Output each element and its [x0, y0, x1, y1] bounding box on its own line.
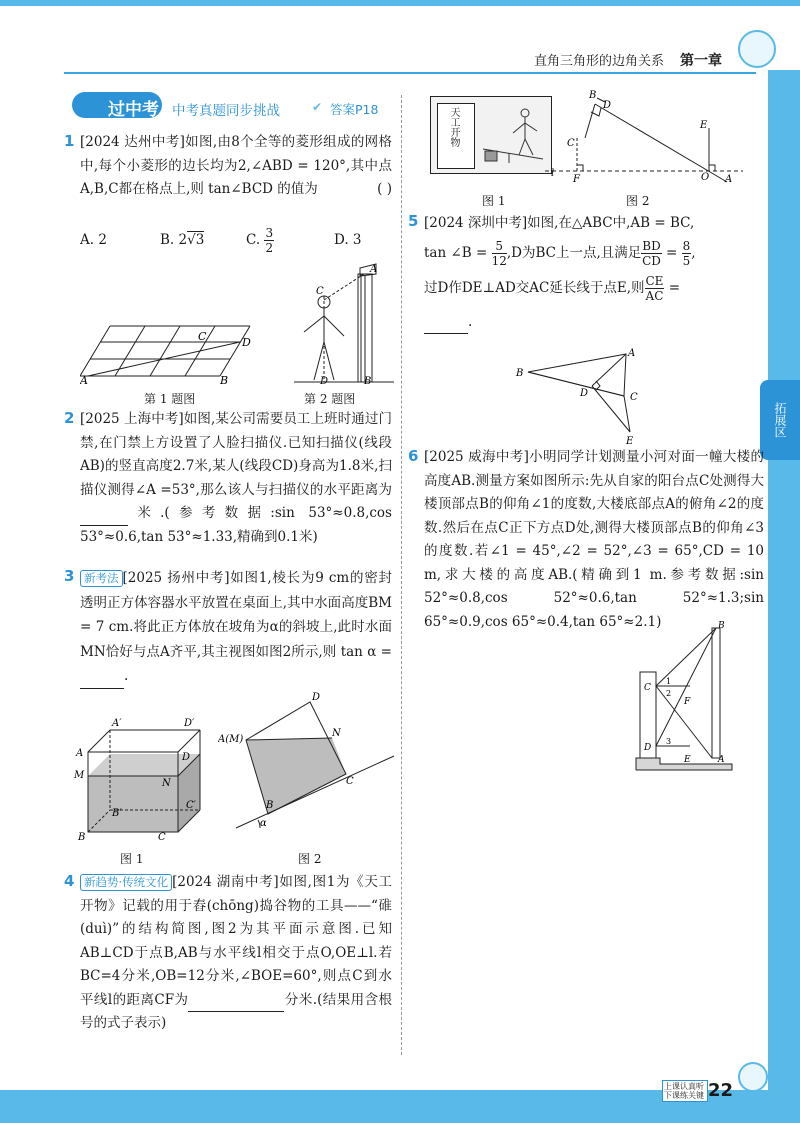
q2-label-c: C [316, 286, 324, 297]
footer-slogan [662, 1080, 708, 1102]
q4-label-b: B [589, 90, 597, 101]
q2-number: 2 [64, 409, 75, 427]
q2-stem: [2025 上海中考]如图,某公司需要员工上班时通过门禁,在门禁上方设置了人脸扫描仪.已知扫描仪(线段AB)的竖直高度2.7米,某人(线段CD)身高为1.8米,扫描仪测得∠A =53°,那么该人与扫描仪的水平距离为 [80, 411, 392, 498]
q3-label-n: N [162, 778, 171, 789]
q4-tail: 分米.(结果用含根号的式子表示) [80, 991, 393, 1031]
q3-fig2-label-c: C [346, 776, 354, 787]
q5-tan-num: 5 [492, 239, 507, 254]
q3-fig2-label-am: A(M) [218, 734, 244, 745]
q5-ratio-den: CD [642, 254, 661, 268]
q1-option-b-coef: B. 2 [160, 232, 188, 248]
q5-ratio-num: BD [642, 239, 661, 253]
q2-text [80, 408, 392, 549]
q3-answer-blank[interactable] [80, 688, 124, 689]
q5-line-3: 过D作DE⊥AD交AC延长线于点E,则 $\frac{CE}{AC}$ = [424, 274, 681, 303]
q6-label-b: B [718, 621, 725, 631]
q2-label-a: A [370, 264, 378, 275]
q1-option-b: B. 2√3 [160, 232, 205, 248]
q1-option-b-radicand: 3 [195, 232, 205, 248]
q3-fig2-label-b: B [266, 800, 274, 811]
q3-number: 3 [64, 567, 75, 585]
q4-tag: 新趋势·传统文化 [80, 874, 172, 891]
q1-number: 1 [64, 132, 75, 150]
q4-stem: [2024 湖南中考]如图,图1为《天工开物》记载的用于舂(chōng)捣谷物的工具——“碓(duì)”的结构简图,图2为其平面示意图.已知AB⊥CD于点B,AB与水平线l相交于点O,OE⊥l.若BC=4分米,OB=12分米,∠BOE=60°,则点C到水平线l的距离CF为 [80, 874, 392, 1008]
q4-fig2-caption: 图 2 [626, 194, 650, 208]
q6-angle-2: 2 [666, 689, 672, 698]
q2-label-d: D [320, 376, 329, 387]
q5-label-d: D [580, 388, 589, 399]
q4-label-e: E [700, 120, 708, 131]
q3-tilted-cube-figure [218, 690, 396, 834]
q1-stem: [2024 达州中考]如图,由8个全等的菱形组成的网格中,每个小菱形的边长均为2,∠ABD = 120°,其中点A,B,C都在格点上,则 tan∠BCD 的值为 [80, 134, 392, 197]
side-tab-label: 拓展区 [773, 402, 787, 438]
q4-fig1-caption: 图 1 [482, 194, 506, 208]
q4-label-l: l [551, 168, 555, 179]
section-title: 直角三角形的边角关系 [533, 54, 664, 69]
q1-option-c-den: 2 [265, 241, 274, 255]
q6-label-a: A [718, 755, 725, 765]
q5-tan-label: tan ∠B = [424, 245, 488, 261]
mascot-footer-icon [738, 1062, 768, 1092]
q1-label-c: C [198, 330, 207, 343]
q6-number: 6 [408, 447, 419, 465]
q4-lever-diagram [545, 84, 745, 190]
q3-label-d-prime: D′ [184, 718, 195, 729]
q5-line-1: [2024 深圳中考]如图,在△ABC中,AB = BC, [424, 215, 695, 231]
q6-angle-3: 3 [666, 737, 672, 746]
q3-label-a-prime: A′ [112, 718, 122, 729]
q4-answer-blank[interactable] [188, 1011, 284, 1012]
q4-label-c: C [567, 138, 575, 149]
page-number: 22 [708, 1080, 734, 1101]
q2-label-b: B [364, 376, 372, 387]
q5-triangle-figure [512, 342, 648, 448]
q1-option-a: A. 2 [80, 232, 107, 248]
q5-end: . [468, 314, 473, 330]
q5-label-c: C [630, 392, 638, 403]
q5-number: 5 [408, 212, 419, 230]
q1-label-b: B [220, 374, 229, 387]
q4-label-f: F [573, 174, 580, 185]
q5-eq: = [666, 245, 678, 261]
q5-label-a: A [628, 348, 636, 359]
q1-option-c-prefix: C. [246, 232, 265, 248]
q6-label-c: C [644, 683, 651, 693]
q5-answer-blank[interactable] [424, 333, 468, 334]
right-side-band [768, 70, 800, 1123]
q1-rhombus-grid-figure [80, 318, 260, 388]
q6-label-d: D [644, 743, 652, 753]
q3-label-m: M [74, 770, 85, 781]
q5-label-e: E [626, 436, 634, 447]
q6-text [424, 446, 764, 634]
q6-stem: [2025 威海中考]小明同学计划测量小河对面一幢大楼的高度AB.测量方案如图所示:先从自家的阳台点C处测得大楼顶部点B的仰角∠1的度数,大楼底部点A的俯角∠2的度数.然后在点C正下方点D处,测得大楼顶部点B的仰角∠3的度数.若∠1 = 45°,∠2 = 52°,∠3 = 65°,CD = 10 m,求大楼的高度AB.(精确到1 m.参考数据:sin 52°≈0.8,cos 52°≈0.6,tan 52°≈1.3;sin 65°≈0.9,cos 65°≈0.4,tan 65°≈2.1) [424, 449, 764, 630]
q3-fig1-caption: 图 1 [120, 852, 144, 866]
side-tab [760, 380, 800, 460]
q1-caption: 第 1 题图 [144, 392, 196, 406]
q4-label-o: O [701, 172, 710, 183]
q3-fig2-label-alpha: α [260, 818, 267, 829]
q1-label-a: A [80, 374, 88, 387]
footer-slogan-line-2: 下课练关键 [664, 1091, 704, 1100]
top-band [0, 0, 800, 6]
q5-text [424, 212, 764, 334]
q1-option-d: D. 3 [334, 232, 362, 248]
q6-building-figure [632, 618, 736, 774]
q4-label-a: A [725, 174, 733, 185]
q3-label-b: B [78, 832, 86, 843]
q2-figure-caption: 第 2 题图 [304, 392, 356, 406]
q5-mid: ,D为BC上一点,且满足 [506, 245, 642, 261]
q3-tag: 新考法 [80, 570, 123, 587]
q3-stem: [2025 扬州中考]如图1,棱长为9 cm的密封透明正方体容器水平放置在桌面上,其中水面高度BM = 7 cm.将此正方体放在坡角为α的斜坡上,此时水面MN恰好与点A齐平,其主视图如图2所示,则 tan α = [80, 570, 392, 660]
q4-book-illustration [430, 96, 552, 174]
q1-option-c-num: 3 [265, 226, 274, 240]
q3-label-a: A [76, 748, 84, 759]
q4-text [80, 871, 392, 1036]
q5-value-num: 8 [682, 239, 691, 253]
q3-end: . [124, 668, 129, 684]
q6-label-e: E [684, 755, 691, 765]
q4-label-d: D [603, 100, 612, 111]
q5-value-den: 5 [682, 254, 691, 268]
q3-label-b-prime: B′ [112, 808, 122, 819]
footer-slogan-line-1: 上课认真听 [664, 1082, 704, 1091]
q3-label-d: D [182, 752, 191, 763]
q1-answer-paren: ( ) [377, 181, 392, 197]
header-rule [64, 72, 756, 74]
q4-book-title: 天工开物 [448, 107, 459, 147]
q5-tan-den: 12 [491, 254, 507, 268]
banner-title: 过中考 [108, 100, 159, 120]
running-header [534, 50, 722, 70]
mascot-logo-icon [738, 30, 776, 68]
q1-option-c [246, 226, 274, 255]
banner-subtitle: 中考真题同步挑战 [172, 103, 280, 119]
q5-ce-den: AC [645, 289, 664, 303]
q4-pestle-scene-icon [479, 103, 547, 167]
q2-answer-blank[interactable] [80, 525, 128, 526]
answer-ref: 答案P18 [330, 102, 379, 117]
q5-line3-text: 过D作DE⊥AD交AC延长线于点E,则 [424, 280, 645, 296]
q6-angle-1: 1 [666, 677, 672, 686]
q3-text [80, 566, 392, 689]
q5-line-2: tan ∠B = $\frac{5}{12}$ ,D为BC上一点,且满足 $\frac{BD}{CD}$ = $\frac{8}{5}$ , [424, 239, 696, 268]
q2-tail: 米.(参考数据:sin 53°≈0.8,cos 53°≈0.6,tan 53°≈1.33,精确到0.1米) [80, 505, 392, 545]
q1-text [80, 131, 392, 202]
q1-label-d: D [242, 336, 251, 349]
q5-label-b: B [516, 368, 524, 379]
q3-fig2-caption: 图 2 [298, 852, 322, 866]
q6-label-f: F [684, 697, 691, 707]
q5-line-4 [424, 311, 764, 334]
q5-ce-num: CE [645, 274, 664, 288]
q3-cube-figure [70, 712, 210, 844]
q3-label-c: C [158, 832, 166, 843]
q3-fig2-label-d: D [312, 692, 321, 703]
checkmark-icon: ✔ [312, 100, 323, 114]
column-divider [401, 95, 402, 1055]
q4-number: 4 [64, 872, 75, 890]
chapter-label: 第一章 [680, 53, 722, 69]
q2-scanner-figure [294, 262, 402, 388]
q3-label-c-prime: C′ [186, 800, 196, 811]
q3-fig2-label-n: N [332, 728, 341, 739]
